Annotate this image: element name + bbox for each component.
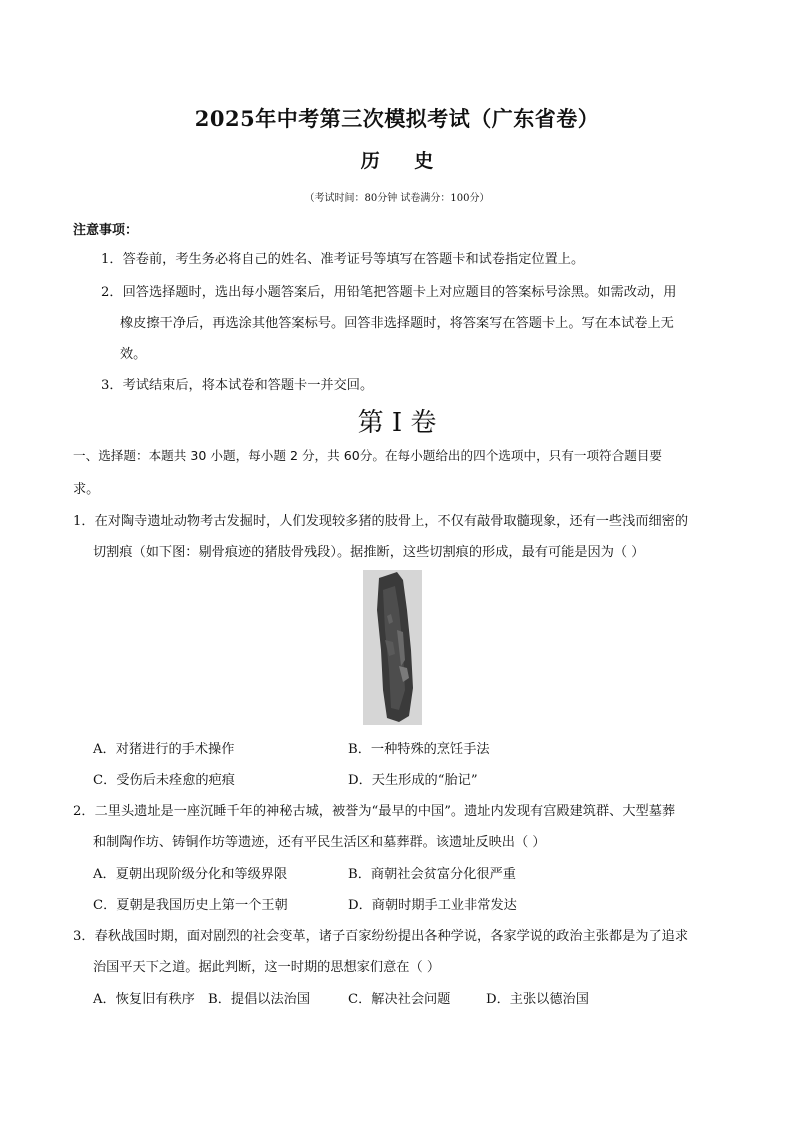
question-3-option-d[interactable]: D．主张以德治国 — [486, 992, 589, 1007]
question-3-stem-cont: 治国平天下之道。据此判断，这一时期的思想家们意在（ ） — [93, 960, 441, 975]
section-instructions-cont: 求。 — [73, 482, 100, 497]
notice-heading: 注意事项： — [73, 223, 139, 238]
notice-item-2-cont2: 效。 — [120, 347, 147, 362]
pig-bone-photo — [363, 570, 422, 725]
question-3-option-b[interactable]: B．提倡以法治国 — [208, 992, 311, 1007]
question-3-option-a[interactable]: A．恢复旧有秩序 — [93, 992, 195, 1007]
question-2-option-a[interactable]: A．夏朝出现阶级分化和等级界限 — [93, 867, 288, 882]
notice-item-1: 1．答卷前，考生务必将自己的姓名、准考证号等填写在答题卡和试卷指定位置上。 — [101, 252, 585, 267]
question-2-stem-cont: 和制陶作坊、铸铜作坊等遗迹，还有平民生活区和墓葬群。该遗址反映出（ ） — [93, 835, 546, 850]
notice-item-2-cont: 橡皮擦干净后，再选涂其他答案标号。回答非选择题时，将答案写在答题卡上。写在本试卷上无 — [120, 316, 674, 331]
question-3-option-c[interactable]: C．解决社会问题 — [348, 992, 451, 1007]
question-1-option-a[interactable]: A．对猪进行的手术操作 — [93, 742, 235, 757]
exam-info: （考试时间：80分钟 试卷满分：100分） — [304, 193, 490, 204]
question-1-option-c[interactable]: C．受伤后未痊愈的疤痕 — [93, 773, 235, 788]
notice-item-2: 2．回答选择题时，选出每小题答案后，用铅笔把答题卡上对应题目的答案标号涂黑。如需改动，用 — [101, 285, 677, 300]
question-1-option-b[interactable]: B．一种特殊的烹饪手法 — [348, 742, 490, 757]
subject-title: 历 史 — [360, 150, 448, 172]
question-1-stem-cont: 切割痕（如下图：剔骨痕迹的猪肢骨残段）。据推断，这些切割痕的形成，最有可能是因为（ ） — [93, 545, 645, 560]
section-instructions: 一、选择题：本题共 30 小题，每小题 2 分，共 60分。在每小题给出的四个选项中，只有一项符合题目要 — [73, 448, 663, 463]
question-2-option-c[interactable]: C．夏朝是我国历史上第一个王朝 — [93, 898, 288, 913]
question-2-option-b[interactable]: B．商朝社会贫富分化很严重 — [348, 867, 516, 882]
exam-title: 2025年中考第三次模拟考试（广东省卷） — [194, 106, 600, 131]
part-title: 第 I 卷 — [357, 408, 437, 438]
notice-item-3: 3．考试结束后，将本试卷和答题卡一并交回。 — [101, 378, 374, 393]
question-1-stem: 1．在对陶寺遗址动物考古发掘时，人们发现较多猪的肢骨上，不仅有敲骨取髓现象，还有一些浅而细密的 — [73, 514, 689, 529]
question-2-stem: 2．二里头遗址是一座沉睡千年的神秘古城，被誉为“最早的中国”。遗址内发现有宫殿建筑群、大型墓葬 — [73, 804, 676, 819]
question-3-stem: 3．春秋战国时期，面对剧烈的社会变革，诸子百家纷纷提出各种学说，各家学说的政治主张都是为了追求 — [73, 929, 689, 944]
question-1-option-d[interactable]: D．天生形成的“胎记” — [348, 773, 478, 788]
question-2-option-d[interactable]: D．商朝时期手工业非常发达 — [348, 898, 517, 913]
